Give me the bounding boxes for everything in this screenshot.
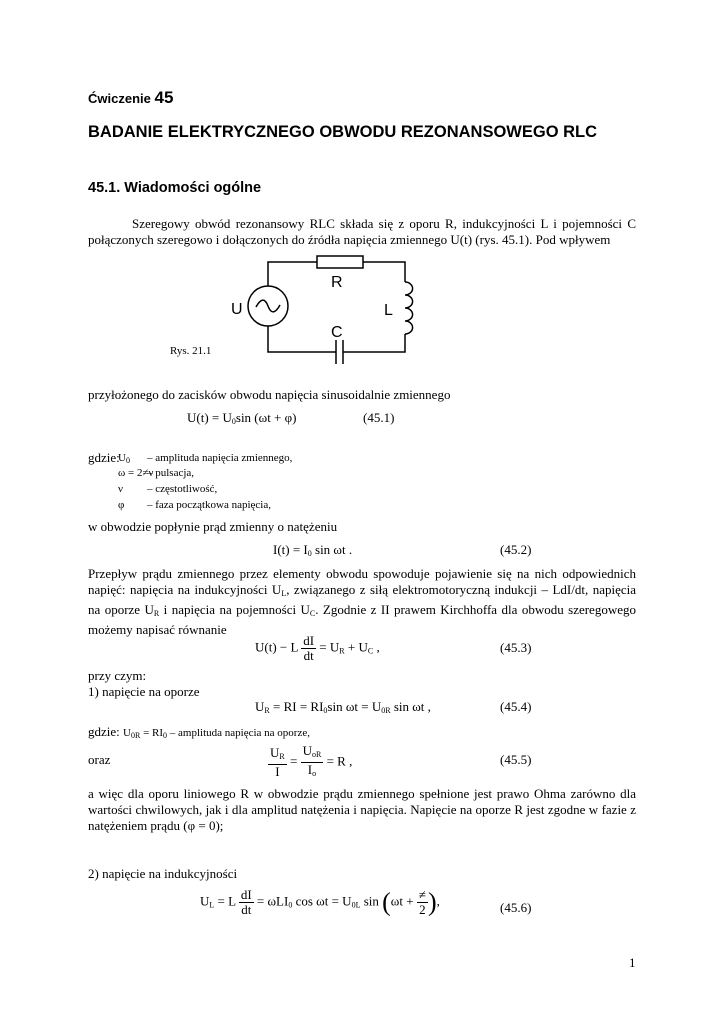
where-sym-3: φ: [118, 499, 125, 511]
wire-bottom-right: [343, 334, 405, 352]
equation-number-45-1: (45.1): [363, 410, 395, 425]
label-L: L: [384, 302, 393, 319]
where-sym-2: ν: [118, 483, 123, 495]
paren-open: (: [382, 887, 391, 917]
where-desc-2: – częstotliwość,: [147, 483, 218, 495]
intro-paragraph: Szeregowy obwód rezonansowy RLC składa się z oporu R, indukcyjności L i pojemności C połączonych szeregowo i dołączonych do źródła napięcia zmiennego U(t) (rys. 45.1). Pod wpływem: [88, 216, 636, 247]
equation-45-4: $U_R$ = RI = $RI_0\sin$ $\omega t = U_{0R}$ sin ωt ,: [255, 699, 431, 715]
paren-close: ): [427, 887, 437, 917]
label-C: C: [331, 324, 343, 341]
equation-45-6: $U_L = L$ $\frac{dI}{dt}$ = ωLI$_0$ $\cos \omega t = U_{0L}$ sin (ωt + $\frac{\ne}{2}$ ),: [200, 887, 440, 917]
figure-caption: Rys. 21.1: [170, 345, 212, 357]
wire-bottom-left: [268, 326, 336, 352]
equation-number-45-5: (45.5): [500, 752, 532, 767]
label-U: U: [231, 301, 243, 318]
item-2-heading: 2) napięcie na indukcyjności: [88, 866, 238, 881]
note-amplitude-resistor: gdzie: $U_{0R} = RI_0$ – amplituda napięcia na oporze,: [88, 724, 310, 740]
przy-czym: przy czym:: [88, 668, 147, 683]
equation-45-3: U(t) − L $\frac{dI}{dt}$ = $U_R + U_C$ ,: [255, 633, 380, 663]
where-sym-1: ω = 2≠ν: [118, 467, 154, 479]
oraz: oraz: [88, 752, 111, 767]
paragraph-ohm: a więc dla oporu liniowego R w obwodzie prądu zmiennego spełnione jest prawo Ohma zarówno dla wartości chwilowych, jak i dla amplitud natężenia i napięcia. Napięcie na oporze R jest zgodne w fazie z natężeniem prądu (φ = 0);: [88, 786, 636, 833]
equation-number-45-3: (45.3): [500, 640, 532, 655]
equation-number-45-6: (45.6): [500, 900, 532, 915]
item-1-heading: 1) napięcie na oporze: [88, 684, 200, 699]
where-desc-3: – faza początkowa napięcia,: [147, 499, 271, 511]
equation-number-45-2: (45.2): [500, 542, 532, 557]
wire-top-left: [268, 262, 317, 286]
where-desc-0: – amplituda napięcia zmiennego,: [147, 452, 293, 464]
sine-wave-icon: [256, 300, 280, 312]
where-sym-0: $U_0$: [118, 452, 130, 465]
capacitor-symbol: [336, 340, 343, 364]
paragraph-kirchhoff: Przepływ prądu zmiennego przez elementy obwodu spowoduje pojawienie się na nich odpowiednich napięć: napięcia na indukcyjności $U_L$, związanego z siłą elektromotoryczną indukcji – LdI/dt, napięcia na oporze $U_R$ i napięcia na pojemności $U_C$. Zgodnie z II prawem Kirchhoffa dla obwodu szeregowego możemy napisać równanie: [88, 566, 636, 637]
resistor-symbol: [317, 256, 363, 268]
where-lead: gdzie:: [88, 450, 120, 465]
document-title: BADANIE ELEKTRYCZNEGO OBWODU REZONANSOWEGO RLC: [88, 123, 598, 141]
wire-top-right: [363, 262, 405, 282]
equation-45-2: $I(t) = I_0$ sin ωt .: [273, 542, 353, 558]
paragraph-current: w obwodzie popłynie prąd zmienny o natężeniu: [88, 519, 338, 534]
equation-45-1: $U(t) = U_0\sin$ (ωt + φ): [187, 410, 297, 426]
equation-number-45-4: (45.4): [500, 699, 532, 714]
rlc-circuit-diagram: [225, 252, 445, 370]
section-heading: 45.1. Wiadomości ogólne: [88, 180, 262, 196]
page-number: 1: [629, 955, 636, 970]
exercise-number: 45: [154, 88, 174, 107]
equation-45-5: $\frac{U_R}{I}$ = $\frac{U_{oR}}{I_o}$ = R ,: [270, 743, 353, 779]
inductor-symbol: [405, 282, 413, 334]
exercise-heading: [88, 88, 173, 108]
label-R: R: [331, 274, 343, 291]
where-desc-1: – pulsacja,: [147, 467, 195, 479]
paragraph-applied: przyłożonego do zacisków obwodu napięcia sinusoidalnie zmiennego: [88, 387, 451, 402]
exercise-label: Ćwiczenie: [88, 91, 151, 106]
